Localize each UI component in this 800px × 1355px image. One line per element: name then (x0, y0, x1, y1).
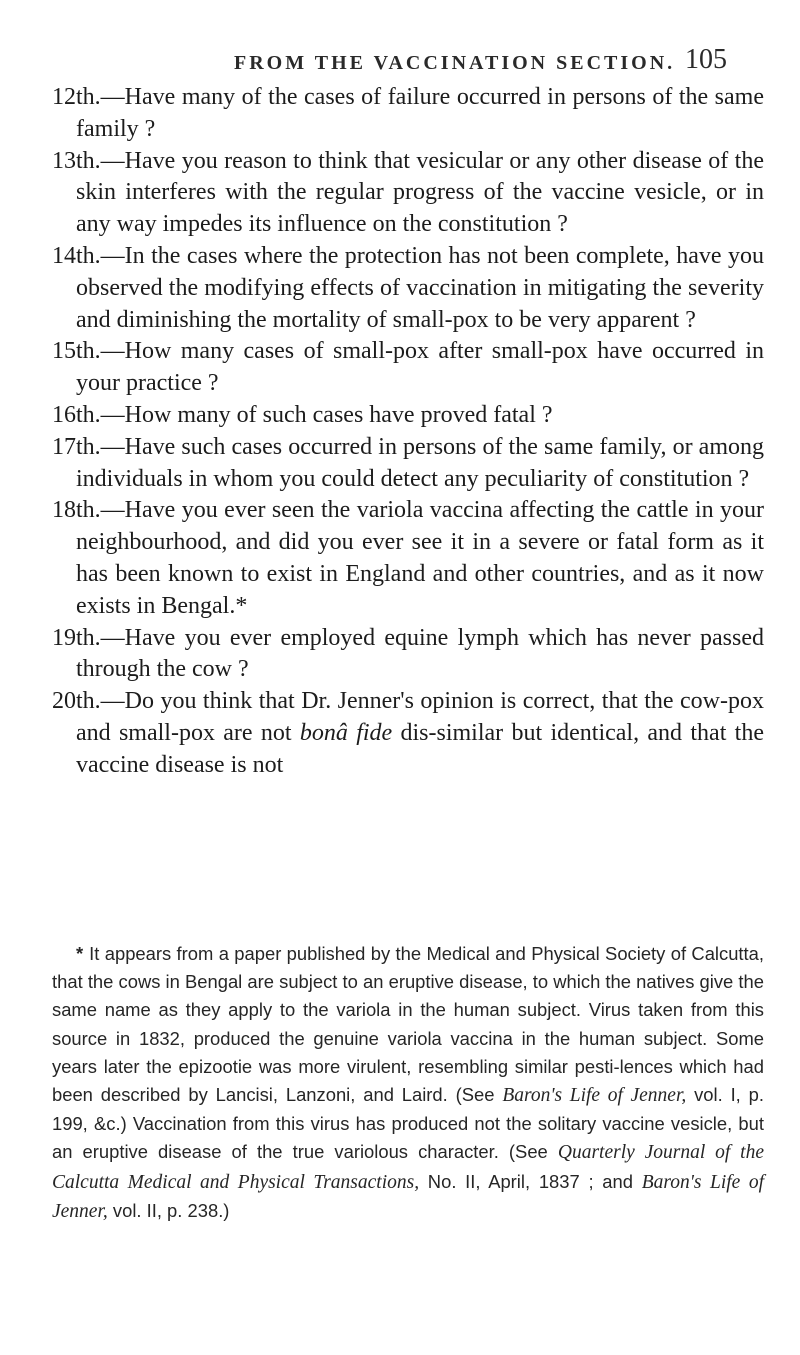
footnote-text: It appears from a paper published by the Medical and Physical Society of Calcutta, that the cows in Bengal are subject to an eruptive disease, to which the natives give the same name as they apply to the variola in the human subject. Virus taken from this source in 1832, produced the genuine variola vaccina in the human subject. Some years later the epizootie was more virulent, resembling similar pesti-lences which had been described by Lancisi, Lanzoni, and Laird. (See (52, 943, 764, 1106)
question-text: —Have you ever employed equine lymph which has never passed through the cow ? (76, 624, 764, 683)
question-text: —How many of such cases have proved fatal ? (100, 401, 553, 428)
footnote (52, 940, 764, 1226)
question-text: —In the cases where the protection has not been complete, have you observed the modifying effects of vaccination in mitigating the severity and diminishing the mortality of small-pox to be very apparent ? (76, 242, 764, 333)
question-number: 18th. (52, 497, 101, 524)
question-text: —Do you think that Dr. Jenner's opinion is correct, that the cow-pox and small-pox are not (76, 688, 764, 746)
question-14 (52, 241, 764, 336)
question-text-continued: dis-similar but identical, and that the vaccine disease is not (76, 719, 764, 778)
footnote-text: No. II, April, 1837 ; and (419, 1170, 642, 1192)
question-13 (52, 146, 764, 241)
citation-title: Quarterly Journal of the Calcutta Medical and Physical Transactions, (52, 1142, 764, 1193)
question-text: —Have you reason to think that vesicular or any other disease of the skin interferes with the regular progress of the vaccine vesicle, or in any way impedes its influence on the constitution ? (76, 147, 764, 238)
question-15 (52, 336, 764, 400)
page-number: 105 (685, 44, 727, 75)
question-20 (52, 686, 764, 781)
question-number: 15th. (52, 338, 101, 365)
footnote-paragraph (52, 940, 764, 1226)
question-number: 17th. (52, 433, 101, 460)
question-12 (52, 82, 764, 146)
question-text: —Have you ever seen the variola vaccina affecting the cattle in your neighbourhood, and did you ever see it in a severe or fatal form as it has been known to exist in England and other countries, and as it now exists in Bengal.* (76, 497, 764, 619)
question-list (52, 82, 764, 782)
question-number: 16th. (52, 401, 101, 428)
question-text: —How many cases of small-pox after small-pox have occurred in your practice ? (76, 338, 764, 397)
question-17 (52, 432, 764, 496)
question-number: 19th. (52, 624, 101, 651)
question-19 (52, 623, 764, 687)
question-16 (52, 400, 764, 432)
question-text: —Have many of the cases of failure occurred in persons of the same family ? (76, 84, 764, 142)
citation-title: Baron's Life of Jenner, (52, 1171, 764, 1222)
italic-phrase: bonâ fide (299, 719, 393, 746)
question-number: 13th. (52, 147, 101, 174)
question-number: 12th. (52, 84, 101, 110)
question-number: 14th. (52, 242, 101, 269)
footnote-text: vol. I, p. 199, &c.) Vaccination from this virus has produced not the solitary vaccine vesicle, but an eruptive disease of the true variolous character. (See (52, 1084, 764, 1163)
question-18 (52, 495, 764, 622)
question-text: —Have such cases occurred in persons of the same family, or among individuals in whom you could detect any peculiarity of constitution ? (76, 433, 764, 492)
footnote-marker: * (76, 943, 84, 964)
footnote-text: vol. II, p. 238.) (107, 1199, 230, 1221)
citation-title: Baron's Life of Jenner, (502, 1085, 687, 1107)
question-number: 20th. (52, 688, 101, 715)
running-title: FROM THE VACCINATION SECTION. (234, 52, 676, 74)
